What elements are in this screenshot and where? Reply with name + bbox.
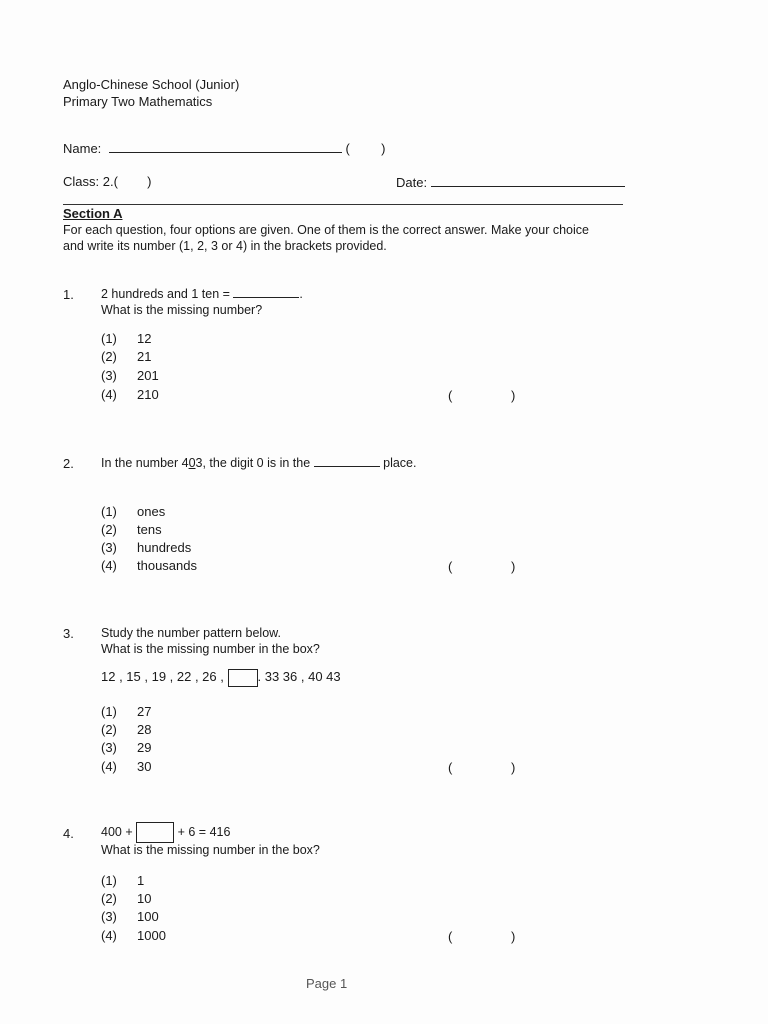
question-text: place. xyxy=(379,456,417,470)
option xyxy=(101,503,165,521)
option-number: (4) xyxy=(101,928,117,943)
class-label: Class: 2.( xyxy=(63,174,118,189)
underlined-digit: 0 xyxy=(188,456,196,470)
instructions-line-2: and write its number (1, 2, 3 or 4) in the brackets provided. xyxy=(63,239,387,253)
option-number: (1) xyxy=(101,504,117,519)
option xyxy=(101,739,151,757)
question-number: 2. xyxy=(63,456,74,471)
class-row xyxy=(63,173,152,190)
option-text: 21 xyxy=(137,349,152,364)
option xyxy=(101,908,159,926)
option xyxy=(101,703,151,721)
option-number: (2) xyxy=(101,891,117,906)
pattern-text: 12 , 15 , 19 , 22 , 26 , xyxy=(101,669,224,684)
answer-bracket-open: ( xyxy=(448,388,453,403)
option-number: (1) xyxy=(101,331,117,346)
option-text: ones xyxy=(137,504,166,519)
answer-bracket-close: ) xyxy=(511,559,516,574)
name-blank[interactable] xyxy=(109,139,342,153)
answer-bracket-field[interactable] xyxy=(460,386,508,404)
option-text: thousands xyxy=(137,558,197,573)
question-text: 2 hundreds and 1 ten = xyxy=(101,287,234,301)
missing-number-box xyxy=(136,822,174,843)
question-3-line-2: What is the missing number in the box? xyxy=(101,642,320,656)
date-row xyxy=(396,173,625,191)
header-divider xyxy=(63,204,623,205)
answer-blank xyxy=(314,455,380,467)
option-number: (3) xyxy=(101,368,117,383)
answer-bracket-close: ) xyxy=(511,760,516,775)
option-text: 100 xyxy=(137,909,159,924)
name-index-close: ) xyxy=(381,141,386,156)
answer-bracket-open: ( xyxy=(448,559,453,574)
option xyxy=(101,721,151,739)
option-text: 29 xyxy=(137,740,152,755)
option-number: (4) xyxy=(101,759,117,774)
class-close: ) xyxy=(147,174,152,189)
option-number: (2) xyxy=(101,522,117,537)
question-2-line-1 xyxy=(101,455,417,471)
school-name: Anglo-Chinese School (Junior) xyxy=(63,77,240,92)
option-number: (2) xyxy=(101,722,117,737)
question-3-line-1: Study the number pattern below. xyxy=(101,626,281,640)
equation-text: 400 + xyxy=(101,824,133,839)
option-number: (2) xyxy=(101,349,117,364)
answer-bracket-field[interactable] xyxy=(460,758,508,776)
question-1-line-1 xyxy=(101,286,303,302)
section-title: Section A xyxy=(63,206,123,221)
option-number: (3) xyxy=(101,740,117,755)
option-number: (4) xyxy=(101,558,117,573)
option-text: 201 xyxy=(137,368,159,383)
question-number: 4. xyxy=(63,826,74,841)
question-number: 1. xyxy=(63,287,74,302)
option-number: (4) xyxy=(101,387,117,402)
page-number: Page 1 xyxy=(306,976,348,991)
option xyxy=(101,927,166,945)
option-text: 27 xyxy=(137,704,152,719)
date-label: Date: xyxy=(396,175,428,190)
answer-bracket-open: ( xyxy=(448,929,453,944)
subject-title: Primary Two Mathematics xyxy=(63,94,213,109)
name-label: Name: xyxy=(63,141,102,156)
equation-text: + 6 = 416 xyxy=(177,824,231,839)
option-number: (3) xyxy=(101,540,117,555)
question-text: 3, the digit 0 is in the xyxy=(195,456,314,470)
option xyxy=(101,367,159,385)
option-number: (3) xyxy=(101,909,117,924)
answer-bracket-field[interactable] xyxy=(460,927,508,945)
option xyxy=(101,872,144,890)
question-number: 3. xyxy=(63,626,74,641)
question-4-line-2: What is the missing number in the box? xyxy=(101,843,320,857)
option-text: 210 xyxy=(137,387,159,402)
option-number: (1) xyxy=(101,873,117,888)
option-text: 12 xyxy=(137,331,152,346)
option xyxy=(101,557,197,575)
option-text: 30 xyxy=(137,759,152,774)
answer-bracket-close: ) xyxy=(511,929,516,944)
question-text: In the number 4 xyxy=(101,456,189,470)
answer-bracket-close: ) xyxy=(511,388,516,403)
answer-blank xyxy=(233,286,299,298)
option-text: hundreds xyxy=(137,540,192,555)
option-text: 10 xyxy=(137,891,152,906)
answer-bracket-open: ( xyxy=(448,760,453,775)
option xyxy=(101,758,151,776)
option-text: 1000 xyxy=(137,928,166,943)
instructions-line-1: For each question, four options are given. One of them is the correct answer. Make your choice xyxy=(63,223,589,237)
option-number: (1) xyxy=(101,704,117,719)
name-row xyxy=(63,139,385,157)
date-blank[interactable] xyxy=(431,173,625,187)
option xyxy=(101,539,191,557)
missing-number-box xyxy=(228,669,258,687)
option-text: 28 xyxy=(137,722,152,737)
name-index-open: ( xyxy=(345,141,350,156)
option-text: 1 xyxy=(137,873,145,888)
option xyxy=(101,521,162,539)
question-4-equation xyxy=(101,822,230,843)
option xyxy=(101,890,151,908)
question-1-line-2: What is the missing number? xyxy=(101,303,263,317)
answer-bracket-field[interactable] xyxy=(460,557,508,575)
option xyxy=(101,386,159,404)
option xyxy=(101,330,151,348)
question-text: . xyxy=(299,287,303,301)
option-text: tens xyxy=(137,522,162,537)
number-pattern xyxy=(101,668,341,687)
pattern-text: . 33 36 , 40 43 xyxy=(257,669,341,684)
option xyxy=(101,348,151,366)
